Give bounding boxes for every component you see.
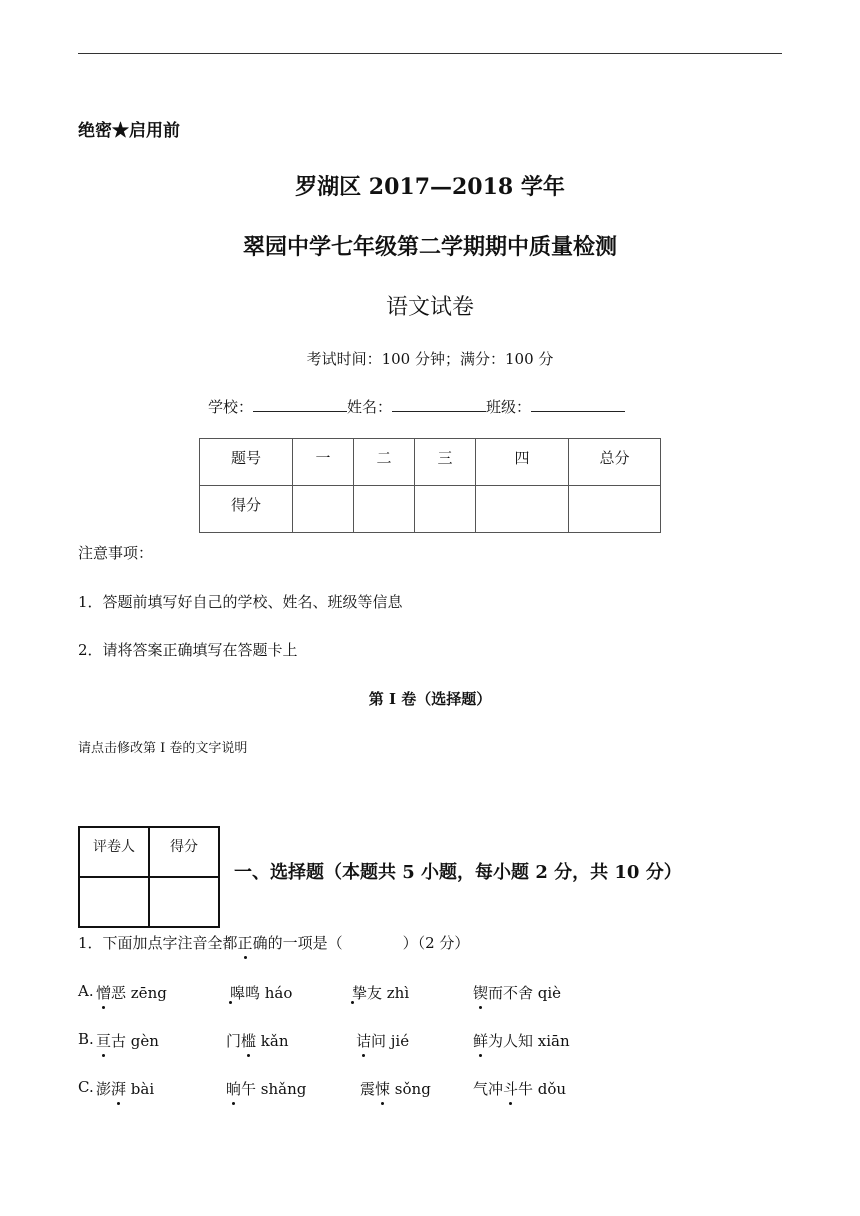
school-label: 学校： bbox=[208, 398, 254, 416]
score-table bbox=[199, 438, 661, 533]
score-header-cell: 题号 bbox=[200, 439, 293, 486]
reviewer-label: 评卷人 bbox=[79, 827, 149, 877]
score-cell[interactable] bbox=[415, 486, 476, 533]
student-info-line bbox=[208, 396, 625, 417]
option-item: 嗥鸣 háo bbox=[230, 984, 293, 1002]
dotted-char: 湃 bbox=[111, 1080, 127, 1098]
score-cell[interactable] bbox=[476, 486, 569, 533]
reviewer-cell[interactable] bbox=[79, 877, 149, 927]
option-a-label[interactable]: A. bbox=[78, 982, 94, 1000]
score-cell[interactable] bbox=[293, 486, 354, 533]
school-field[interactable] bbox=[253, 397, 347, 412]
option-b-label[interactable]: B. bbox=[78, 1030, 94, 1048]
section1-title: 一、选择题（本题共 5 小题，每小题 2 分，共 10 分） bbox=[234, 862, 682, 883]
dotted-char: 亘 bbox=[96, 1032, 112, 1050]
score-header-cell: 一 bbox=[293, 439, 354, 486]
dotted-char: 憎 bbox=[96, 984, 112, 1002]
title-district-year: 罗湖区 2017—2018 学年 bbox=[295, 174, 565, 200]
note-item: 2．请将答案正确填写在答题卡上 bbox=[78, 641, 298, 659]
option-item: 诘问 jié bbox=[356, 1032, 410, 1050]
grader-score-cell[interactable] bbox=[149, 877, 219, 927]
notes-title: 注意事项： bbox=[78, 544, 154, 562]
score-header-cell: 总分 bbox=[569, 439, 661, 486]
class-label: 班级： bbox=[486, 398, 532, 416]
class-field[interactable] bbox=[531, 397, 625, 412]
option-item: 挚友 zhì bbox=[352, 984, 410, 1002]
dotted-char: 悚 bbox=[375, 1080, 391, 1098]
dotted-char: 斗 bbox=[503, 1080, 519, 1098]
option-item: 气冲斗牛 dǒu bbox=[473, 1080, 567, 1098]
name-label: 姓名： bbox=[347, 398, 393, 416]
option-item: 澎湃 bài bbox=[96, 1080, 155, 1098]
score-header-cell: 三 bbox=[415, 439, 476, 486]
name-field[interactable] bbox=[392, 397, 486, 412]
title-subject: 语文试卷 bbox=[385, 295, 474, 320]
part1-title: 第 I 卷（选择题） bbox=[368, 690, 492, 708]
dotted-char: 槛 bbox=[241, 1032, 257, 1050]
score-table-score-row bbox=[200, 486, 661, 533]
option-item: 锲而不舍 qiè bbox=[473, 984, 562, 1002]
score-row-label: 得分 bbox=[200, 486, 293, 533]
part1-description: 请点击修改第 I 卷的文字说明 bbox=[78, 741, 248, 756]
score-table-header-row bbox=[200, 439, 661, 486]
header-rule bbox=[78, 53, 782, 54]
dotted-char: 诘 bbox=[356, 1032, 372, 1050]
grader-score-label: 得分 bbox=[149, 827, 219, 877]
score-header-cell: 四 bbox=[476, 439, 569, 486]
question1-stem bbox=[78, 932, 469, 953]
stem-text: 1．下面加点字注音全都 bbox=[78, 934, 238, 952]
option-c-label[interactable]: C. bbox=[78, 1078, 94, 1096]
option-item: 憎恶 zēng bbox=[96, 984, 167, 1002]
note-item: 1．答题前填写好自己的学校、姓名、班级等信息 bbox=[78, 593, 403, 611]
option-item: 震悚 sǒng bbox=[360, 1080, 431, 1098]
score-cell[interactable] bbox=[354, 486, 415, 533]
score-header-cell: 二 bbox=[354, 439, 415, 486]
dotted-char: 正 bbox=[237, 934, 253, 952]
dotted-char: 晌 bbox=[226, 1080, 242, 1098]
dotted-char: 锲 bbox=[473, 984, 489, 1002]
title-exam-name: 翠园中学七年级第二学期期中质量检测 bbox=[242, 234, 617, 260]
exam-time-score: 考试时间：100 分钟；满分：100 分 bbox=[306, 350, 554, 368]
confidential-label: 绝密★启用前 bbox=[78, 121, 180, 141]
option-item: 晌午 shǎng bbox=[226, 1080, 307, 1098]
dotted-char: 鲜 bbox=[473, 1032, 489, 1050]
option-item: 门槛 kǎn bbox=[226, 1032, 289, 1050]
stem-text: 确的一项是（ ）（2 分） bbox=[252, 934, 470, 952]
option-item: 鲜为人知 xiān bbox=[473, 1032, 570, 1050]
score-cell[interactable] bbox=[569, 486, 661, 533]
grader-table bbox=[78, 826, 220, 928]
option-item: 亘古 gèn bbox=[96, 1032, 159, 1050]
